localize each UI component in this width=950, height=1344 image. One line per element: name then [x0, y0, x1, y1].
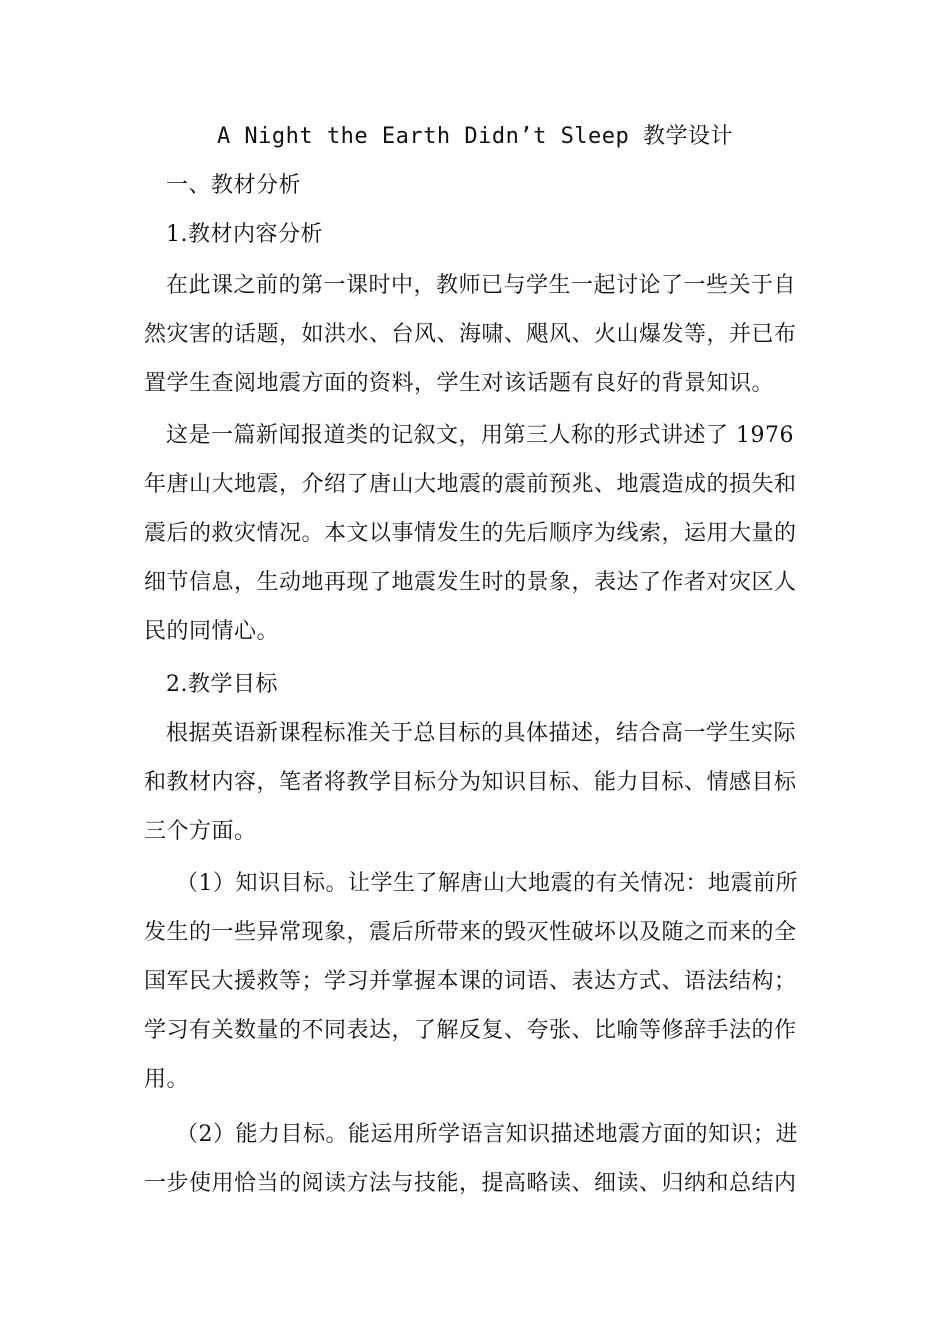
- paragraph-line: 根据英语新课程标准关于总目标的具体描述，结合高一学生实际: [166, 721, 797, 746]
- paragraph-2: [144, 411, 804, 656]
- paragraph-line: 和教材内容，笔者将教学目标分为知识目标、能力目标、情感目标: [144, 770, 797, 795]
- paragraph-line: 用。: [144, 1067, 190, 1092]
- paragraph-line: 细节信息，生动地再现了地震发生时的景象，表达了作者对灾区人: [144, 570, 797, 595]
- section-heading-text: 一、教材分析: [166, 173, 302, 198]
- paragraph-line: 然灾害的话题，如洪水、台风、海啸、飓风、火山爆发等，并已布: [144, 322, 797, 347]
- paragraph-4: [144, 859, 804, 1104]
- section-heading: [144, 161, 804, 210]
- paragraph-line: 一步使用恰当的阅读方法与技能，提高略读、细读、归纳和总结内: [144, 1171, 797, 1196]
- subsection-heading-text: 2.教学目标: [166, 672, 278, 697]
- subsection-heading: [144, 210, 804, 259]
- paragraph-line: 学习有关数量的不同表达，了解反复、夸张、比喻等修辞手法的作: [144, 1018, 797, 1043]
- document-title: A Night the Earth Didn’t Sleep 教学设计: [216, 124, 734, 149]
- paragraph-1: [144, 261, 804, 408]
- paragraph-line: 国军民大援救等；学习并掌握本课的词语、表达方式、语法结构；: [144, 969, 797, 994]
- paragraph-line: 震后的救灾情况。本文以事情发生的先后顺序为线索，运用大量的: [144, 521, 797, 546]
- paragraph-line: 在此课之前的第一课时中，教师已与学生一起讨论了一些关于自: [166, 273, 797, 298]
- paragraph-line: 发生的一些异常现象，震后所带来的毁灭性破坏以及随之而来的全: [144, 920, 797, 945]
- paragraph-3: [144, 709, 804, 856]
- paragraph-5: [144, 1110, 804, 1208]
- paragraph-line: 这是一篇新闻报道类的记叙文，用第三人称的形式讲述了 1976: [166, 423, 794, 448]
- paragraph-line: 三个方面。: [144, 819, 257, 844]
- subsection-heading: [144, 660, 804, 709]
- paragraph-line: （1）知识目标。让学生了解唐山大地震的有关情况：地震前所: [176, 871, 798, 896]
- paragraph-line: 民的同情心。: [144, 619, 280, 644]
- paragraph-line: 年唐山大地震，介绍了唐山大地震的震前预兆、地震造成的损失和: [144, 472, 797, 497]
- paragraph-line: （2）能力目标。能运用所学语言知识描述地震方面的知识；进: [176, 1122, 798, 1147]
- subsection-heading-text: 1.教材内容分析: [166, 222, 323, 247]
- paragraph-line: 置学生查阅地震方面的资料，学生对该话题有良好的背景知识。: [144, 371, 775, 396]
